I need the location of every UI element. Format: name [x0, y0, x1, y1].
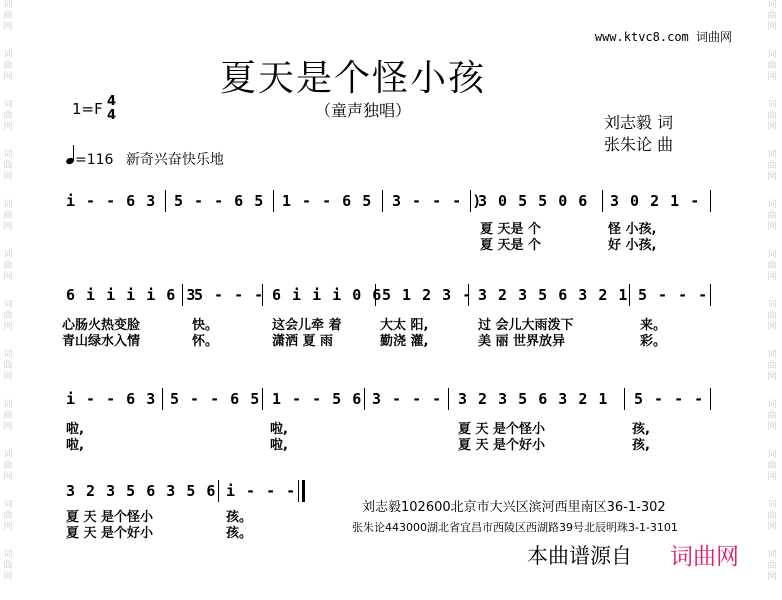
lyric-line: 夏 天 是个怪小 — [66, 510, 154, 525]
lyric-line: 啦, — [66, 438, 84, 453]
tempo-marking: =116 新奇兴奋快乐地 — [66, 148, 224, 169]
measure: 5 - - - — [634, 390, 705, 408]
composer-credit: 张朱论 曲 — [604, 135, 674, 154]
lyric-line: 青山绿水入情 — [62, 334, 141, 349]
song-subtitle: （童声独唱） — [315, 101, 412, 120]
brand-logo[interactable]: 词曲网 — [670, 544, 739, 570]
measure: 5 - - 6 5 — [174, 192, 265, 210]
lyric-line: 夏 天 是个好小 — [66, 526, 154, 541]
measure: i - - - — [226, 482, 297, 500]
watermark-left: 词曲网 词曲网 词曲网 词曲网 词曲网 词曲网 词曲网 词曲网 词曲网 词曲网 词曲网 词曲网 — [3, 0, 13, 582]
measure: 3 - - - ) — [392, 192, 483, 210]
lyricist-address: 刘志毅102600北京市大兴区滨河西里南区36-1-302 — [362, 500, 666, 515]
score-row-4 — [62, 480, 322, 508]
lyric-line: 孩。 — [226, 510, 253, 525]
lyric-line: 美 丽 世界放异 — [478, 334, 566, 349]
lyricist-credit: 刘志毅 词 — [604, 113, 674, 132]
lyric-line: 这会儿牵 着 — [272, 318, 342, 333]
site-url: www.ktvc8.com 词曲网 — [594, 30, 732, 44]
lyric-line: 怀。 — [192, 334, 219, 349]
lyric-line: 大太 阳, — [380, 318, 429, 333]
measure: 3 2 3 5 6 3 2 1 — [458, 390, 609, 408]
lyric-line: 过 会儿大雨泼下 — [478, 318, 574, 333]
lyric-line: 勤浇 灌, — [380, 334, 429, 349]
measure: 3 2 3 5 6 3 5 6 — [66, 482, 217, 500]
measure: 5 1 2 3 - — [382, 286, 473, 304]
lyric-line: 好 小孩, — [608, 238, 657, 253]
composer-address: 张朱论443000湖北省宜昌市西陵区西湖路39号北辰明珠3-1-3101 — [352, 521, 678, 534]
measure: 6 i i i 0 6 — [272, 286, 383, 304]
measure: i - - 6 3 — [66, 390, 157, 408]
measure: 5 - - - — [638, 286, 709, 304]
measure: 5 - - - — [194, 286, 265, 304]
measure: 3 - - - — [372, 390, 443, 408]
lyric-line: 怪 小孩, — [608, 222, 657, 237]
lyric-line: 夏 天是 个 — [480, 222, 542, 237]
score-row-1 — [62, 190, 712, 218]
lyric-line: 孩, — [632, 438, 650, 453]
time-signature: 4 4 — [107, 94, 117, 123]
measure: 1 - - 6 5 — [282, 192, 373, 210]
watermark-right: 词曲网 词曲网 词曲网 词曲网 词曲网 词曲网 词曲网 词曲网 词曲网 词曲网 词曲网 词曲网 — [767, 0, 777, 582]
measure: 3 2 3 5 6 3 2 1 — [478, 286, 629, 304]
lyric-line: 孩。 — [226, 526, 253, 541]
lyric-line: 夏 天 是个好小 — [458, 438, 546, 453]
lyric-line: 来。 — [640, 318, 667, 333]
lyric-line: 快。 — [192, 318, 219, 333]
score-row-3 — [62, 388, 712, 416]
lyric-line: 孩, — [632, 422, 650, 437]
measure: 3 0 2 1 - — [610, 192, 701, 210]
score-row-2 — [62, 284, 712, 312]
lyric-line: 彩。 — [640, 334, 667, 349]
measure: 5 - - 6 5 — [170, 390, 261, 408]
song-title: 夏天是个怪小孩 — [220, 58, 487, 99]
lyric-line: 夏 天 是个怪小 — [458, 422, 546, 437]
measure: 6 i i i i 6 3 — [66, 286, 197, 304]
source-label: 本曲谱源自 — [527, 544, 632, 568]
lyric-line: 潇洒 夏 雨 — [272, 334, 334, 349]
lyric-line: 啦, — [270, 438, 288, 453]
lyric-line: 心肠火热变脸 — [62, 318, 141, 333]
lyric-line: 啦, — [66, 422, 84, 437]
measure: i - - 6 3 — [66, 192, 157, 210]
lyric-line: 夏 天是 个 — [480, 238, 542, 253]
lyric-line: 啦, — [270, 422, 288, 437]
key-signature: 1=F — [72, 100, 103, 118]
measure: 3 0 5 5 0 6 — [478, 192, 589, 210]
measure: 1 - - 5 6 — [272, 390, 363, 408]
